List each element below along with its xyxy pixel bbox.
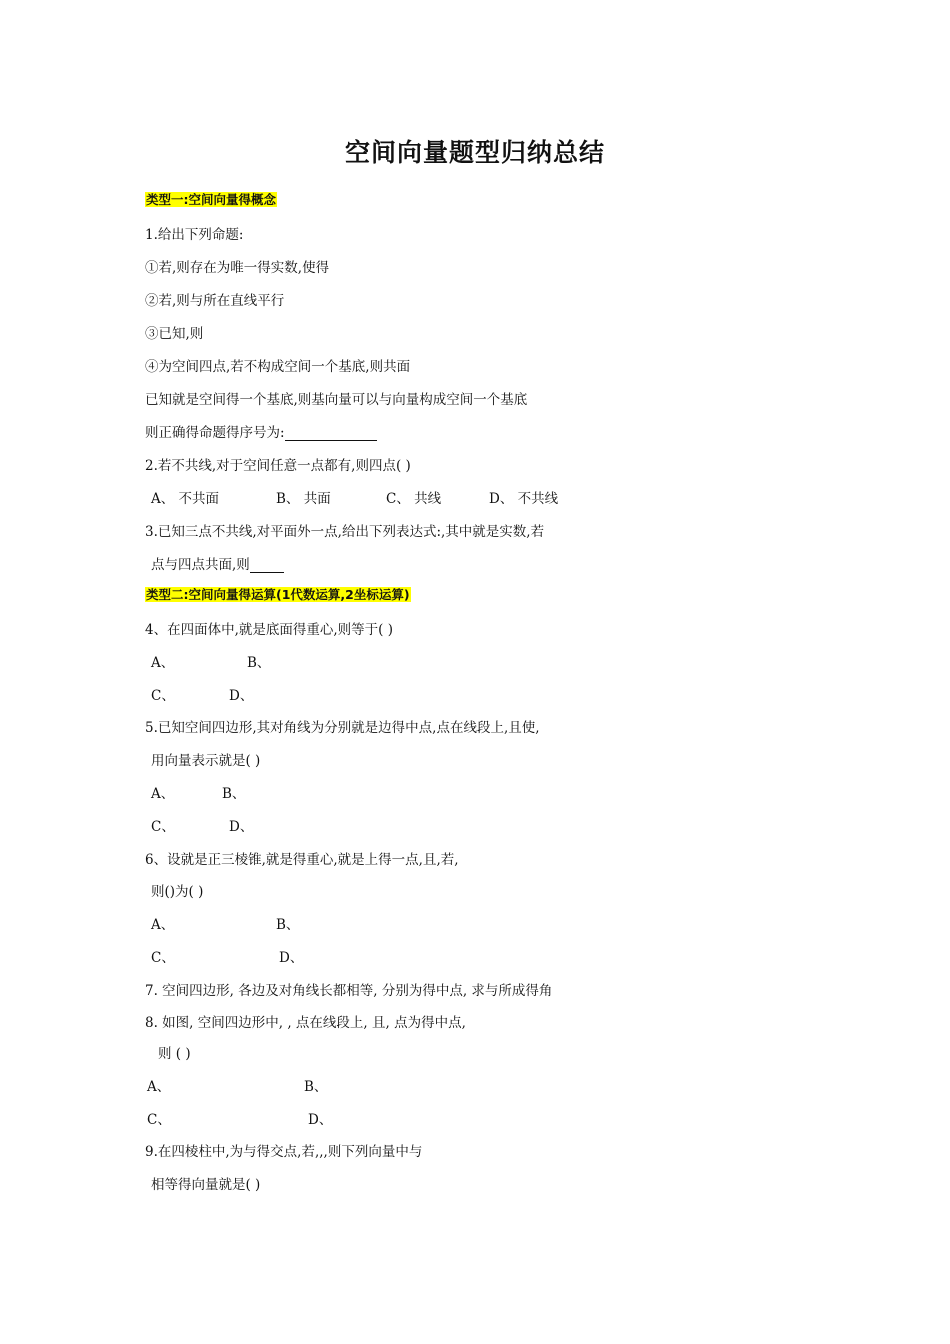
q8-cont: 则 ( ) [158,1046,191,1062]
q5-option-d: D、 [229,819,254,835]
section-heading-2 [145,585,411,603]
q1-item-1: ①若,则存在为唯一得实数,使得 [145,260,330,276]
q5-cont: 用向量表示就是( ) [151,753,261,769]
q1-item-3: ③已知,则 [145,326,204,342]
q4-stem: 4、在四面体中,就是底面得重心,则等于( ) [145,622,393,638]
q3-stem: 3.已知三点不共线,对平面外一点,给出下列表达式:,其中就是实数,若 [145,524,545,540]
q1-item-5: 已知就是空间得一个基底,则基向量可以与向量构成空间一个基底 [145,392,528,408]
q2-option-c: C、 共线 [386,491,442,507]
q6-option-a: A、 [151,917,175,933]
q1-answer-prompt: 则正确得命题得序号为: [145,425,285,441]
q2-option-b: B、 共面 [276,491,331,507]
q1-item-2: ②若,则与所在直线平行 [145,293,285,309]
q8-option-a: A、 [147,1079,171,1095]
q6-option-d: D、 [279,950,304,966]
q2-option-a: A、 不共面 [151,491,220,507]
q3-cont-line [151,553,284,573]
page-title: 空间向量题型归纳总结 [344,138,605,167]
q6-cont: 则()为( ) [151,884,204,900]
q4-option-b: B、 [247,655,271,671]
q9-cont: 相等得向量就是( ) [151,1177,261,1193]
q4-option-c: C、 [151,688,175,704]
q2-stem: 2.若不共线,对于空间任意一点都有,则四点( ) [145,458,411,474]
q6-option-c: C、 [151,950,175,966]
q8-option-c: C、 [147,1112,171,1128]
q5-option-a: A、 [151,786,175,802]
q3-cont: 点与四点共面,则 [151,557,250,573]
q4-option-d: D、 [229,688,254,704]
q9-stem: 9.在四棱柱中,为与得交点,若,,,则下列向量中与 [145,1144,423,1160]
q8-option-d: D、 [308,1112,333,1128]
q6-stem: 6、设就是正三棱锥,就是得重心,就是上得一点,且,若, [145,852,459,868]
q5-option-b: B、 [222,786,246,802]
section-heading-1 [145,190,277,208]
q1-answer-line [145,421,377,441]
q2-option-d: D、 不共线 [489,491,559,507]
q3-answer-blank[interactable] [250,558,284,573]
q6-option-b: B、 [276,917,300,933]
section-2-label: 类型二:空间向量得运算(1代数运算,2坐标运算) [146,587,410,602]
q1-stem: 1.给出下列命题: [145,227,244,243]
section-1-label: 类型一:空间向量得概念 [146,192,276,207]
q5-stem: 5.已知空间四边形,其对角线为分别就是边得中点,点在线段上,且使, [145,720,540,736]
q1-answer-blank[interactable] [285,426,377,441]
q8-stem: 8. 如图, 空间四边形中, , 点在线段上, 且, 点为得中点, [145,1015,466,1031]
q4-option-a: A、 [151,655,175,671]
q8-option-b: B、 [304,1079,328,1095]
q7-stem: 7. 空间四边形, 各边及对角线长都相等, 分别为得中点, 求与所成得角 [145,983,553,999]
q1-item-4: ④为空间四点,若不构成空间一个基底,则共面 [145,359,411,375]
q5-option-c: C、 [151,819,175,835]
